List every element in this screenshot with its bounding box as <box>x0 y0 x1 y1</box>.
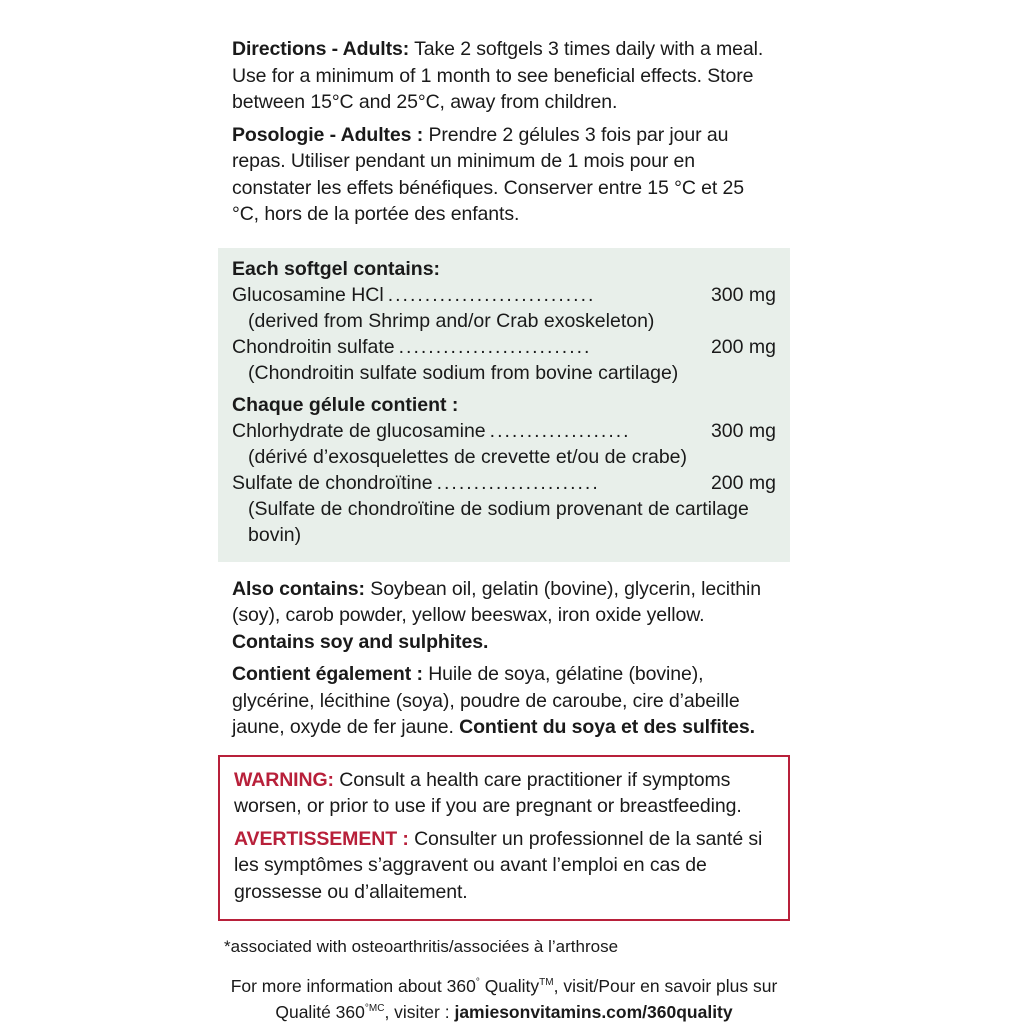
ingredients-fr-heading: Chaque gélule contient : <box>232 393 459 416</box>
allergen-fr: Contient du soya et des sulfites. <box>459 716 755 738</box>
leader-dots: ............................ <box>387 283 596 306</box>
more-info-part: For more information about 360 <box>230 976 476 996</box>
also-contains-fr-text: Huile de soya, gélatine (bovine), glycérine, lécithine (soya), poudre de caroube, cire d’abeille jaune, oxyde de fer jaune. <box>232 663 740 738</box>
directions-en-text: Take 2 softgels 3 times daily with a meal. Use for a minimum of 1 month to see beneficial effects. Store between 15°C and 25°C, away from children. <box>232 38 764 113</box>
also-contains-en-text: Soybean oil, gelatin (bovine), glycerin, lecithin (soy), carob powder, yellow beeswax, iron oxide yellow. <box>232 577 762 626</box>
also-contains-en-label: Also contains: <box>232 577 365 600</box>
ingredient-row <box>232 334 776 360</box>
ingredients-box <box>218 248 790 562</box>
warning-en-text: Consult a health care practitioner if symptoms worsen, or prior to use if you are pregnant or breastfeeding. <box>234 768 742 817</box>
ingredient-source: (Sulfate de chondroïtine de sodium provenant de cartilage bovin) <box>248 497 749 546</box>
warning-en-label: WARNING: <box>234 768 334 791</box>
leader-dots: ...................... <box>436 471 600 494</box>
supplement-label-panel <box>218 36 790 1025</box>
directions-en <box>232 36 776 116</box>
warning-fr-text: Consulter un professionnel de la santé si les symptômes s’aggravent ou avant l’emploi en cas de grossesse ou d’allaitement. <box>234 827 763 903</box>
ingredient-amount: 200 mg <box>710 335 776 358</box>
warning-fr <box>234 826 774 906</box>
ingredient-name: Chlorhydrate de glucosamine <box>232 419 486 442</box>
directions-fr-text: Prendre 2 gélules 3 fois par jour au repas. Utiliser pendant un minimum de 1 mois pour en constater les effets bénéfiques. Conserver entre 15 °C et 25 °C, hors de la portée des enfants. <box>232 123 744 225</box>
ingredient-source: (derived from Shrimp and/or Crab exoskeleton) <box>248 309 655 332</box>
degree-mark: ° <box>475 977 480 988</box>
leader-dots: .......................... <box>398 335 592 358</box>
ingredient-name: Chondroitin sulfate <box>232 335 395 358</box>
more-info-text <box>218 973 790 1025</box>
trademark-mark: TM <box>539 977 554 988</box>
more-info-part: Quality <box>479 976 540 996</box>
ingredients-en-heading: Each softgel contains: <box>232 257 441 280</box>
leader-dots: ................... <box>489 419 631 442</box>
also-contains-section <box>218 562 790 741</box>
directions-en-label: Directions - Adults: <box>232 38 410 60</box>
directions-fr-label: Posologie - Adultes : <box>232 123 424 146</box>
ingredient-source: (Chondroitin sulfate sodium from bovine cartilage) <box>248 361 679 384</box>
directions-section <box>218 36 790 228</box>
ingredient-source: (dérivé d’exosquelettes de crevette et/ou de crabe) <box>248 445 688 468</box>
ingredient-amount: 300 mg <box>710 419 776 442</box>
warning-box <box>218 755 790 922</box>
ingredient-row <box>232 282 776 308</box>
also-contains-fr-label: Contient également : <box>232 663 423 685</box>
more-info-part: , visit/Pour en savoir plus sur Qualité 360 <box>275 976 778 1022</box>
more-info-part: , visiter : <box>384 1002 455 1022</box>
ingredient-name: Sulfate de chondroïtine <box>232 471 433 494</box>
warning-fr-label: AVERTISSEMENT : <box>234 827 409 850</box>
warning-en <box>234 767 774 820</box>
allergen-en: Contains soy and sulphites. <box>232 630 489 653</box>
footnote: *associated with osteoarthritis/associées à l’arthrose <box>224 937 619 956</box>
directions-fr <box>232 122 776 228</box>
website-link[interactable]: jamiesonvitamins.com/360quality <box>454 1002 733 1022</box>
ingredient-amount: 200 mg <box>710 471 776 494</box>
ingredient-row <box>232 470 776 496</box>
mc-mark: °MC <box>364 1003 385 1014</box>
ingredient-name: Glucosamine HCl <box>232 283 384 306</box>
ingredient-amount: 300 mg <box>710 283 776 306</box>
also-contains-en <box>232 576 776 656</box>
also-contains-fr <box>232 661 776 741</box>
ingredient-row <box>232 418 776 444</box>
